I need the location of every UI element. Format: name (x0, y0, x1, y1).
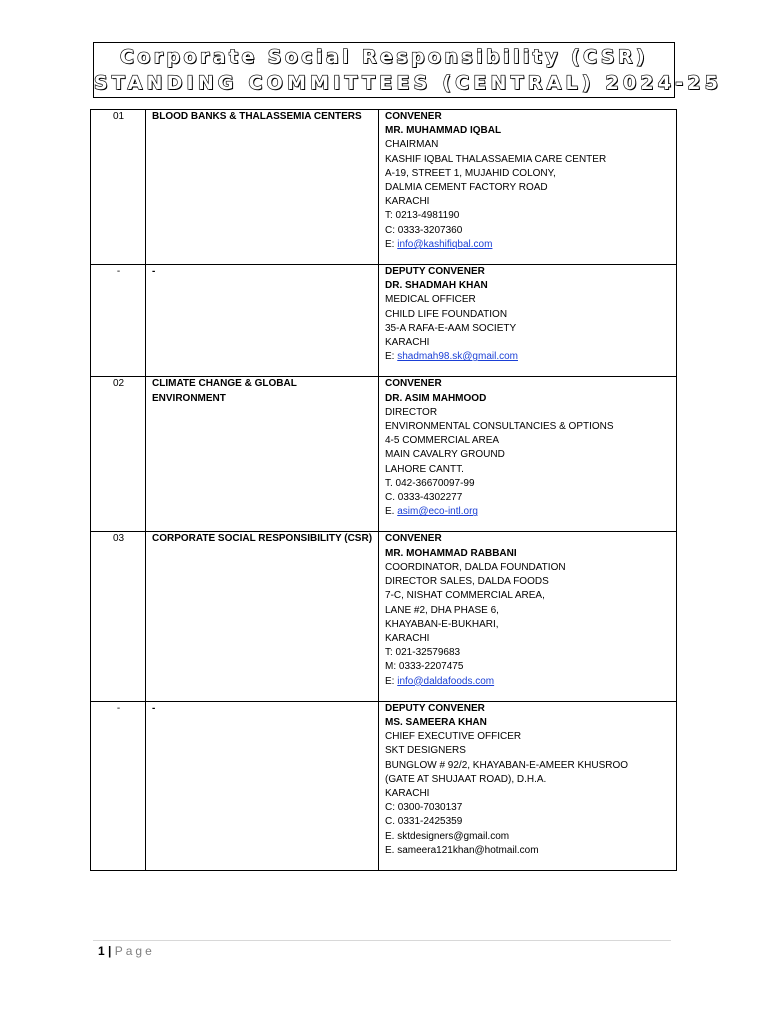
committees-table (90, 109, 677, 871)
committee-name: CLIMATE CHANGE & GLOBAL ENVIRONMENT (146, 377, 379, 532)
email-line (385, 505, 671, 519)
member-detail-line: C: 0333-3207360 (385, 224, 463, 236)
committee-name: CORPORATE SOCIAL RESPONSIBILITY (CSR) (146, 532, 379, 701)
member-name: DR. SHADMAH KHAN (385, 280, 488, 292)
table-row (91, 265, 677, 377)
email-prefix: E. (385, 506, 398, 518)
email-link[interactable]: info@daldafoods.com (397, 675, 495, 687)
email-prefix: E: (385, 675, 398, 687)
member-detail-line: 7-C, NISHAT COMMERCIAL AREA, (385, 590, 545, 602)
member-detail-line: KARACHI (385, 787, 430, 799)
member-name: DR. ASIM MAHMOOD (385, 392, 487, 404)
table-row (91, 532, 677, 701)
document-title-box (93, 42, 723, 98)
member-details (379, 532, 677, 701)
member-name: MR. MOHAMMAD RABBANI (385, 547, 517, 559)
member-detail-line: COORDINATOR, DALDA FOUNDATION (385, 561, 566, 573)
table-row (91, 701, 677, 870)
member-detail-line: KHAYABAN-E-BUKHARI, (385, 618, 499, 630)
table-row (91, 110, 677, 265)
email-prefix: E: (385, 238, 398, 250)
member-name: MS. SAMEERA KHAN (385, 716, 487, 728)
member-detail-line: E. sktdesigners@gmail.com (385, 830, 510, 842)
member-detail-line: SKT DESIGNERS (385, 745, 466, 757)
committee-name: BLOOD BANKS & THALASSEMIA CENTERS (146, 110, 379, 265)
member-detail-line: DIRECTOR (385, 406, 438, 418)
email-line (385, 675, 671, 689)
member-details (379, 110, 677, 265)
member-detail-line: KARACHI (385, 337, 430, 349)
member-detail-line: MEDICAL OFFICER (385, 294, 476, 306)
member-detail-line: CHIEF EXECUTIVE OFFICER (385, 731, 522, 743)
member-name: MR. MUHAMMAD IQBAL (385, 125, 502, 137)
member-detail-line: E. sameera121khan@hotmail.com (385, 844, 539, 856)
member-detail-line: C: 0300-7030137 (385, 802, 463, 814)
member-detail-line: KARACHI (385, 196, 430, 208)
committee-number: - (91, 701, 146, 870)
committee-number: 01 (91, 110, 146, 265)
member-details (379, 377, 677, 532)
member-detail-line: CHILD LIFE FOUNDATION (385, 308, 508, 320)
member-role: CONVENER (385, 378, 442, 390)
committee-name: - (146, 701, 379, 870)
member-detail-line: 35-A RAFA-E-AAM SOCIETY (385, 322, 517, 334)
email-link[interactable]: shadmah98.sk@gmail.com (397, 351, 518, 363)
member-details (379, 265, 677, 377)
member-detail-line: A-19, STREET 1, MUJAHID COLONY, (385, 167, 556, 179)
member-detail-line: MAIN CAVALRY GROUND (385, 449, 505, 461)
member-detail-line: M: 0333-2207475 (385, 661, 464, 673)
email-line (385, 238, 671, 252)
committee-number: - (91, 265, 146, 377)
document-title: Corporate Social Responsibility (CSR) (119, 46, 649, 68)
member-details (379, 701, 677, 870)
member-detail-line: KARACHI (385, 632, 430, 644)
member-role: DEPUTY CONVENER (385, 266, 485, 278)
page-separator: | (108, 944, 112, 958)
member-detail-line: T. 042-36670097-99 (385, 477, 475, 489)
email-link[interactable]: info@kashifiqbal.com (397, 238, 493, 250)
email-line (385, 350, 671, 364)
member-detail-line: 4-5 COMMERCIAL AREA (385, 435, 500, 447)
member-detail-line: ENVIRONMENTAL CONSULTANCIES & OPTIONS (385, 421, 614, 433)
member-detail-line: (GATE AT SHUJAAT ROAD), D.H.A. (385, 773, 547, 785)
member-detail-line: DIRECTOR SALES, DALDA FOODS (385, 576, 549, 588)
member-detail-line: CHAIRMAN (385, 139, 439, 151)
member-role: CONVENER (385, 533, 442, 545)
member-detail-line: KASHIF IQBAL THALASSAEMIA CARE CENTER (385, 153, 607, 165)
committees-table-body (91, 110, 677, 871)
member-role: CONVENER (385, 111, 442, 122)
footer-divider (93, 940, 671, 941)
member-detail-line: C. 0331-2425359 (385, 816, 463, 828)
member-detail-line: C. 0333-4302277 (385, 492, 463, 504)
email-link[interactable]: asim@eco-intl.org (397, 506, 478, 518)
member-detail-line: LAHORE CANTT. (385, 463, 464, 475)
member-detail-line: T: 021-32579683 (385, 647, 461, 659)
committee-name: - (146, 265, 379, 377)
page-number: 1 (98, 944, 105, 958)
committee-number: 02 (91, 377, 146, 532)
table-row (91, 377, 677, 532)
member-detail-line: BUNGLOW # 92/2, KHAYABAN-E-AMEER KHUSROO (385, 759, 629, 771)
member-detail-line: LANE #2, DHA PHASE 6, (385, 604, 499, 616)
page-label: Page (114, 944, 155, 958)
member-role: DEPUTY CONVENER (385, 702, 485, 714)
member-detail-line: DALMIA CEMENT FACTORY ROAD (385, 182, 548, 194)
committee-number: 03 (91, 532, 146, 701)
email-prefix: E: (385, 351, 398, 363)
member-detail-line: T: 0213-4981190 (385, 210, 460, 222)
page-footer (98, 944, 155, 958)
document-subtitle: STANDING COMMITTEES (CENTRAL) 2024-25 (94, 72, 723, 94)
